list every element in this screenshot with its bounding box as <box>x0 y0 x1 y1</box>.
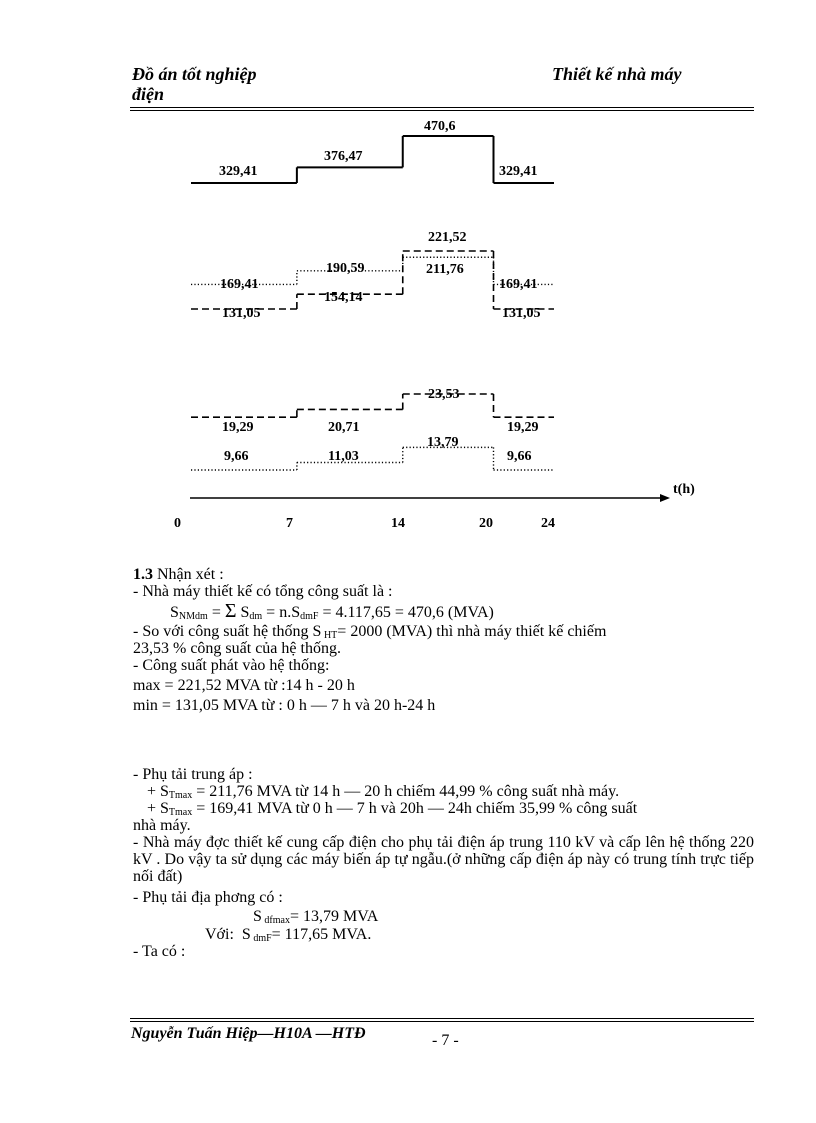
system-compare-sub: HT <box>321 630 338 641</box>
line-stmax-2 <box>147 800 637 821</box>
x-axis-arrow-icon <box>660 494 670 502</box>
sdmf-s: S <box>241 926 251 943</box>
p1-label-0: 329,41 <box>219 164 258 179</box>
p2-label-131-left: 131,05 <box>222 306 261 321</box>
x-axis-label: t(h) <box>673 482 695 497</box>
sdmf-sub: dmF <box>250 933 272 944</box>
formula-s2: S <box>236 604 250 621</box>
p3-label-19-right: 19,29 <box>507 420 539 435</box>
stmax1-b: = 211,76 MVA từ 14 h — 20 h chiếm 44,99 % công suất nhà máy. <box>192 783 620 800</box>
formula-sub-nmdm: NMdm <box>178 611 208 622</box>
formula-eq1: = <box>207 604 225 621</box>
stmax1-sub: Tmax <box>168 790 193 801</box>
p2-label-154: 154,14 <box>324 290 363 305</box>
system-compare-b: = 2000 (MVA) thì nhà máy thiết kế chiếm <box>337 623 607 640</box>
line-percent: 23,53 % công suất của hệ thống. <box>133 640 341 657</box>
section-number: 1.3 <box>133 566 153 583</box>
p2-label-211: 211,76 <box>426 262 464 277</box>
p1-label-3: 329,41 <box>499 164 538 179</box>
system-compare-a: - So với công suất hệ thống S <box>133 623 322 640</box>
line-sdmf <box>205 926 371 947</box>
footer-author: Nguyễn Tuấn Hiệp—H10A —HTĐ <box>131 1025 366 1042</box>
line-local-load: - Phụ tải địa phơng có : <box>133 889 283 906</box>
p3-label-11: 11,03 <box>328 449 359 464</box>
sigma-symbol: Σ <box>224 600 237 622</box>
stmax2-a: + S <box>147 800 169 817</box>
p3-label-13: 13,79 <box>427 435 459 450</box>
sdmf-value: = 117,65 MVA. <box>271 926 372 943</box>
paragraph-design: - Nhà máy đợc thiết kế cung cấp điện cho phụ tải điện áp trung 110 kV và cấp lên hệ thống 220 kV . Do vậy ta sử dụng các máy biến áp tự ngẫu.(ở những cấp điện áp này có trung tính trực tiếp nối đất) <box>133 834 754 885</box>
footer-rule-bottom <box>130 1021 754 1022</box>
stmax2-sub: Tmax <box>168 807 193 818</box>
line-plant: nhà máy. <box>133 817 191 834</box>
formula-line <box>170 600 494 625</box>
x-tick-label-24: 24 <box>541 516 555 531</box>
formula-s: S <box>170 604 179 621</box>
header-right: Thiết kế nhà máy <box>552 64 682 84</box>
load-chart <box>0 0 816 540</box>
line-min: min = 131,05 MVA từ : 0 h — 7 h và 20 h-24 h <box>133 697 436 714</box>
formula-result: = 4.117,65 = 470,6 (MVA) <box>318 604 494 621</box>
page-number: - 7 - <box>432 1032 459 1049</box>
section-heading <box>133 566 224 583</box>
sdfmax-s: S <box>253 908 262 925</box>
stmax2-b: = 169,41 MVA từ 0 h — 7 h và 20h — 24h chiếm 35,99 % công suất <box>192 800 638 817</box>
sdfmax-value: = 13,79 MVA <box>289 908 379 925</box>
p3-label-9-right: 9,66 <box>507 449 532 464</box>
header-left-line1: Đồ án tốt nghiệp <box>132 64 257 84</box>
p3-label-9-left: 9,66 <box>224 449 249 464</box>
header-left-line2: điện <box>132 84 165 104</box>
line-max: max = 221,52 MVA từ :14 h - 20 h <box>133 677 355 694</box>
sdmf-prefix: Với: <box>205 926 234 943</box>
p2-label-169-left: 169,41 <box>220 277 259 292</box>
p2-label-169-right: 169,41 <box>499 277 538 292</box>
x-tick-label-14: 14 <box>391 516 405 531</box>
line-medium-load: - Phụ tải trung áp : <box>133 766 253 783</box>
footer-rule-top <box>130 1018 754 1019</box>
p2-label-221: 221,52 <box>428 230 467 245</box>
sdfmax-sub: dfmax <box>261 915 290 926</box>
p3-label-20: 20,71 <box>328 420 360 435</box>
x-tick-label-7: 7 <box>286 516 293 531</box>
line-power-output: - Công suất phát vào hệ thống: <box>133 657 330 674</box>
p2-label-190: 190,59 <box>326 261 365 276</box>
p1-label-1: 376,47 <box>324 149 363 164</box>
formula-sub-dmf: dmF <box>300 611 319 622</box>
p3-label-19-left: 19,29 <box>222 420 254 435</box>
p1-label-2: 470,6 <box>424 119 456 134</box>
stmax1-a: + S <box>147 783 169 800</box>
formula-sub-dm: dm <box>249 611 263 622</box>
line-we-have: - Ta có : <box>133 943 186 960</box>
x-tick-label-0: 0 <box>174 516 181 531</box>
line-total-capacity: - Nhà máy thiết kế có tổng công suất là : <box>133 583 393 600</box>
section-title: Nhận xét : <box>153 566 224 583</box>
formula-eq2: = n.S <box>262 604 301 621</box>
p2-label-131-right: 131,05 <box>502 306 541 321</box>
x-tick-label-20: 20 <box>479 516 493 531</box>
p3-label-23: 23,53 <box>428 387 460 402</box>
